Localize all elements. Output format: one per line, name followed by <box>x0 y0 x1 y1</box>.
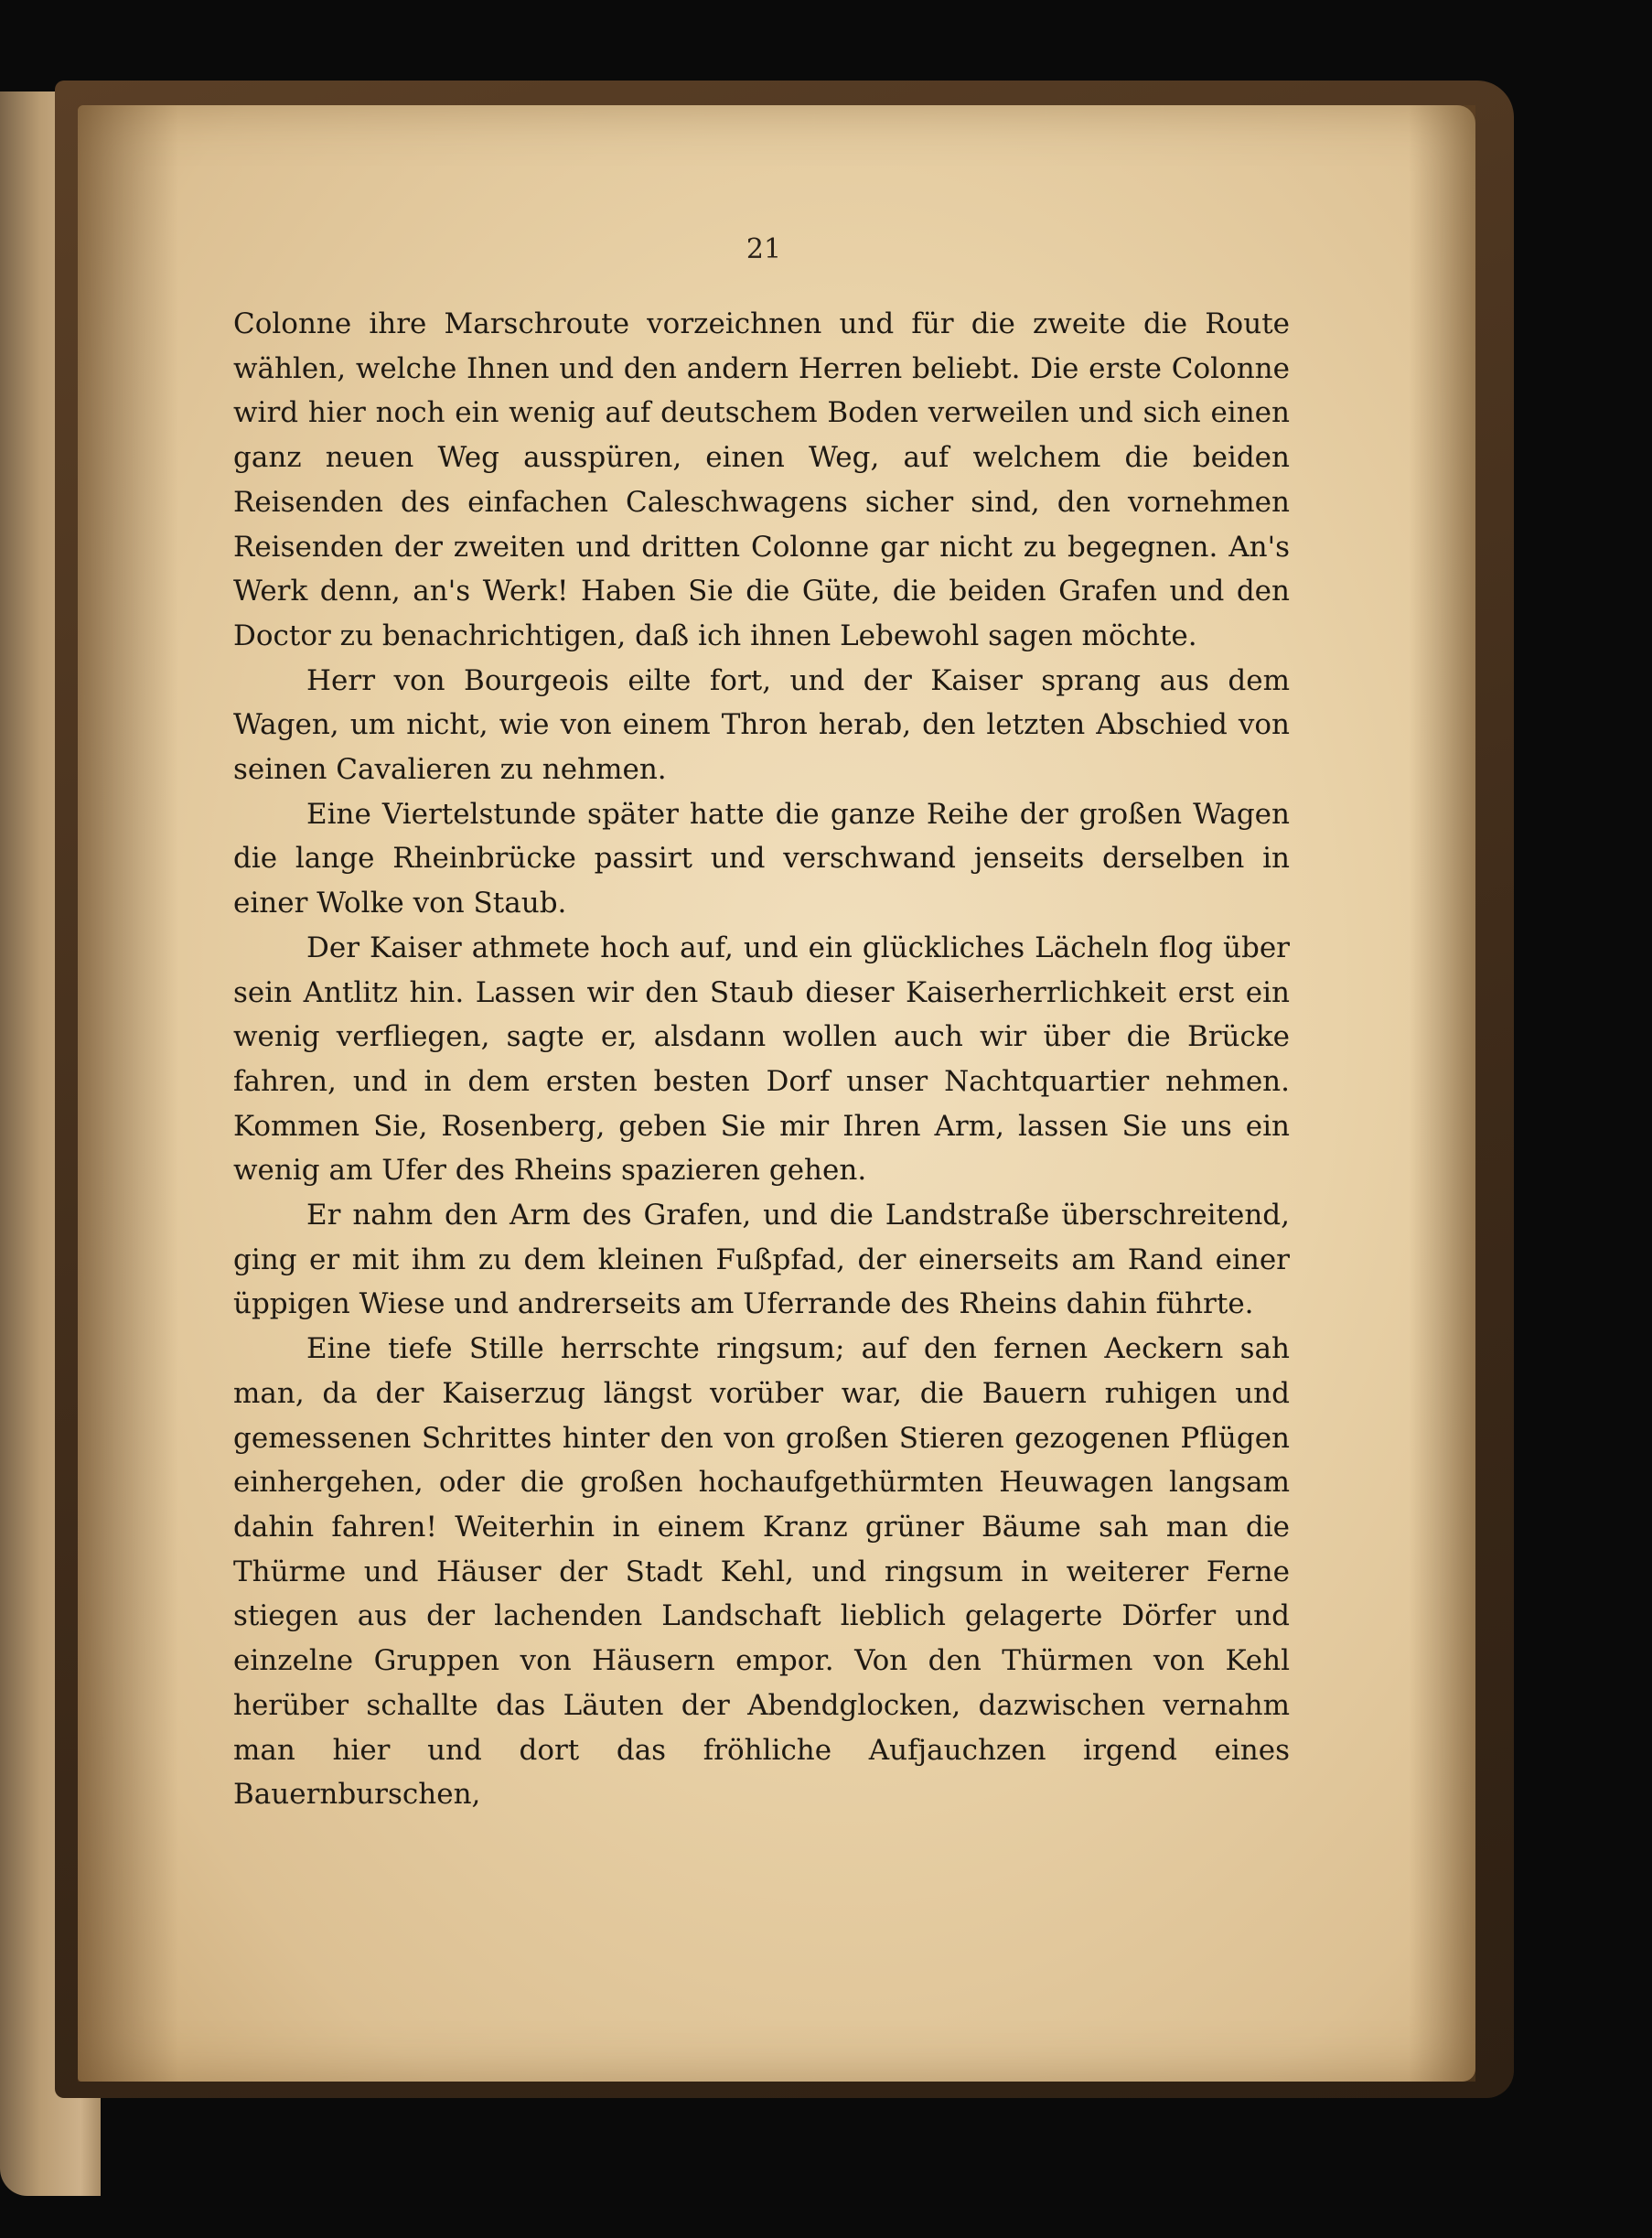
paragraph-2: Herr von Bourgeois eilte fort, und der Kaiser sprang aus dem Wagen, um nicht, wie von einem Thron herab, den letzten Abschied von seinen Cavalieren zu nehmen. <box>233 663 1290 787</box>
paragraph-6: Eine tiefe Stille herrschte ringsum; auf den fernen Aeckern sah man, da der Kaiserzug längst vorüber war, die Bauern ruhigen und gemessenen Schrittes hinter den von großen Stieren gezogenen Pflügen einhergehen, oder die großen hochaufgethürmten Heuwagen langsam dahin fahren! Weiterhin in einem Kranz grüner Bäume sah man die Thürme und Häuser der Stadt Kehl, und ringsum in weiterer Ferne stiegen aus der lachenden Landschaft lieblich gelagerte Dörfer und einzelne Gruppen von Häusern empor. Von den Thürmen von Kehl herüber schallte das Läuten der Abendglocken, dazwischen vernahm man hier und dort das fröhliche Aufjauchzen irgend eines Bauernburschen, <box>233 1332 1290 1812</box>
gutter-shadow <box>78 105 178 2082</box>
paragraph-4: Der Kaiser athmete hoch auf, und ein glückliches Lächeln flog über sein Antlitz hin. Lassen wir den Staub dieser Kaiserherrlichkeit erst ein wenig verfliegen, sagte er, alsdann wollen auch wir über die Brücke fahren, und in dem ersten besten Dorf unser Nachtquartier nehmen. Kommen Sie, Rosenberg, geben Sie mir Ihren Arm, lassen Sie uns ein wenig am Ufer des Rheins spazieren gehen. <box>233 931 1290 1188</box>
paragraph-3: Eine Viertelstunde später hatte die ganze Reihe der großen Wagen die lange Rheinbrücke passirt und verschwand jenseits derselben in einer Wolke von Staub. <box>233 797 1290 920</box>
body-text <box>233 302 1290 1817</box>
paragraph-5: Er nahm den Arm des Grafen, und die Landstraße überschreitend, ging er mit ihm zu dem kleinen Fußpfad, der einerseits am Rand einer üppigen Wiese und andrerseits am Uferrande des Rheins dahin führte. <box>233 1199 1290 1321</box>
paragraph-1: Colonne ihre Marschroute vorzeichnen und für die zweite die Route wählen, welche Ihnen und den andern Herren beliebt. Die erste Colonne wird hier noch ein wenig auf deutschem Boden verweilen und sich einen ganz neuen Weg ausspüren, einen Weg, auf welchem die beiden Reisenden des einfachen Caleschwagens sicher sind, den vornehmen Reisenden der zweiten und dritten Colonne gar nicht zu begegnen. An's Werk denn, an's Werk! Haben Sie die Güte, die beiden Grafen und den Doctor zu benachrichtigen, daß ich ihnen Lebewohl sagen möchte. <box>233 307 1290 652</box>
right-edge-shadow <box>1409 105 1475 2082</box>
page-number: 21 <box>746 233 782 265</box>
